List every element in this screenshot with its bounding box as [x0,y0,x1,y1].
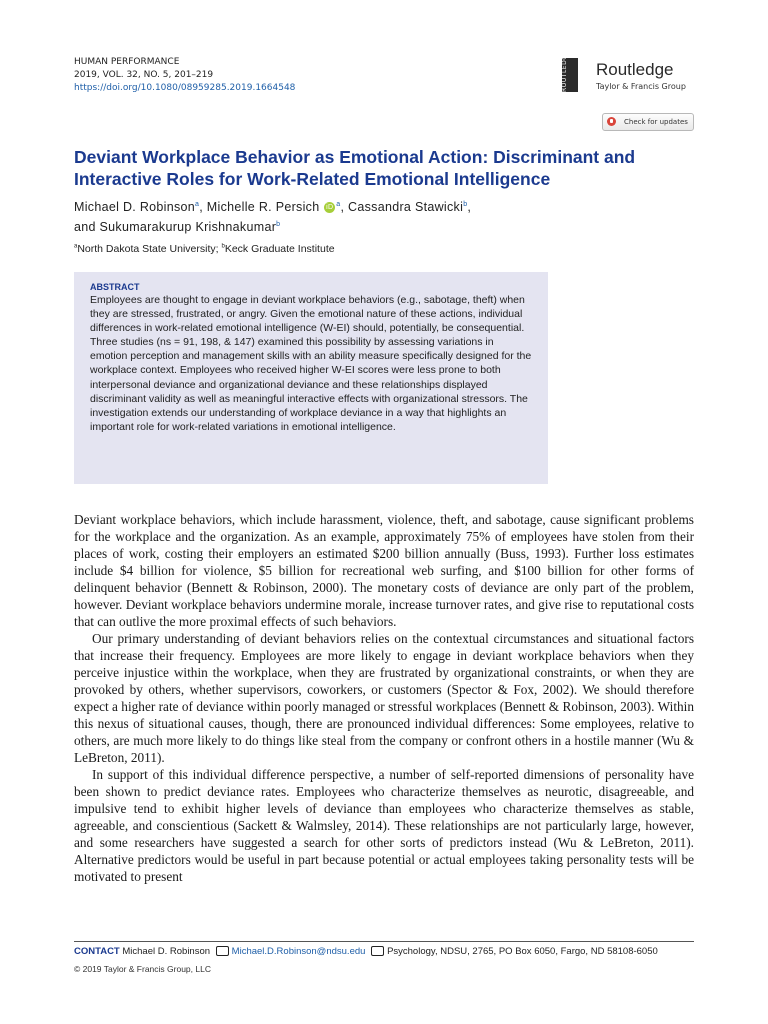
author-name: Cassandra Stawicki [348,200,464,215]
journal-name: HUMAN PERFORMANCE [74,57,180,67]
check-for-updates-button[interactable] [602,113,694,131]
affiliation-marker: a [336,201,341,208]
affiliation-marker: b [463,201,468,208]
abstract-text: Employees are thought to engage in deviant workplace behaviors (e.g., sabotage, theft) when they are stressed, frustrated, or angry. Given the emotional nature of these actions, individual differences in work-related emotional intelligence (W-EI) should, potentially, be consequential. Three studies (ns = 91, 198, & 147) examined this possibility by assessing variations in emotion perception and management skills with an ability measure specifically designed for the workplace context. Employees who received higher W-EI scores were less prone to both interpersonal deviance and organizational deviance and these relationships displayed discriminant validity as well as meaningful interactive effects with organizational stressors. The investigation extends our understanding of workplace deviance in a way that highlights an important role for work-related variations in emotional intelligence. [90,294,532,433]
journal-header [74,56,295,95]
abstract-box [74,272,548,484]
abstract-heading: ABSTRACT [90,282,140,292]
body-paragraph: Deviant workplace behaviors, which include harassment, violence, theft, and sabotage, cause significant problems for the workplace and the organization. As an example, approximately 75% of employees have stolen from their places of work, costing their employers an estimated $200 billion annually (Buss, 1993). Further loss estimates include $4 billion for violence, $5 billion for recreational web surfing, and $100 billion for other forms of delinquent behavior (Bennett & Robinson, 2000). The monetary costs of deviance are only part of the problem, however. Deviant workplace behaviors undermine morale, increase turnover rates, and give rise to reputational costs that can outlive the more proximal effects of such behaviors. [74,512,694,629]
email-icon [216,946,229,956]
body-paragraph: Our primary understanding of deviant behaviors relies on the contextual circumstances and situational factors that increase their frequency. Employees are more likely to engage in deviant workplace behaviors when they perceive injustice within the workplace, when they are frustrated by organizational constraints, or when they are provoked by others, whether supervisors, coworkers, or customers (Spector & Fox, 2002). We should therefore expect a higher rate of deviance within poorly managed or stressful workplaces (Bennett & Robinson, 2003). Within this nexus of situational causes, though, there are pronounced individual differences: Some employees, relative to others, are much more likely to do things like steal from the company or confront others in a hostile manner (Wu & LeBreton, 2011). [74,631,694,765]
affiliation-marker: b [276,221,281,229]
footer-divider [74,941,694,942]
contact-name: Michael D. Robinson [122,946,211,957]
publisher-logo [561,50,702,98]
publisher-subtitle: Taylor & Francis Group [596,82,686,91]
author-list: Michael D. Robinson$^a$, Michelle R. Persich iD $^a$, Cassandra Stawicki$^b$, and Sukumarakurup Krishnakumar$^b$ [74,200,472,235]
contact-address: Psychology, NDSU, 2765, PO Box 6050, Fargo, ND 58108-6050 [387,946,658,957]
contact-line [74,946,704,957]
body-paragraph: In support of this individual difference perspective, a number of self-reported dimensions of personality have been shown to predict deviance rates. Employees who characterize themselves as neurotic, disagreeable, and impulsive tend to exhibit higher levels of deviance than employees who characterize themselves as stable, agreeable, and conscientious (Sackett & Walmsley, 2014). These relationships are not particularly large, however, and some researchers have suggested a search for other sorts of predictors instead (Wu & LeBreton, 2011). Alternative predictors would be useful in part because potential or actual employees taking personality tests will be motivated to present [74,767,694,884]
doi-link[interactable]: https://doi.org/10.1080/08959285.2019.1664548 [74,83,296,93]
address-icon [371,946,384,956]
affiliation-name: Keck Graduate Institute [224,243,335,255]
affiliations: $^a$North Dakota State University; $^b$Keck Graduate Institute [74,243,335,255]
copyright-notice: © 2019 Taylor & Francis Group, LLC [74,964,211,974]
author-name: Michael D. Robinson [74,200,196,215]
article-body [74,511,694,885]
update-badge-icon [607,117,616,126]
affiliation-marker: a [195,201,200,208]
affiliation-key: b [221,243,225,250]
author-name: Sukumarakurup Krishnakumar [99,220,277,235]
routledge-mark-icon: ROUTLEDGE [562,58,578,92]
check-for-updates-label: Check for updates [624,118,688,126]
contact-email[interactable]: Michael.D.Robinson@ndsu.edu [231,946,366,957]
affiliation-name: North Dakota State University [77,243,216,255]
orcid-icon[interactable]: iD [326,204,334,212]
publisher-name: Routledge [596,60,674,79]
journal-citation: 2019, VOL. 32, NO. 5, 201–219 [74,70,214,80]
author-name: Michelle R. Persich [206,200,320,215]
article-title: Deviant Workplace Behavior as Emotional Action: Discriminant and Interactive Roles for Work-Related Emotional Intelligence [74,147,636,189]
contact-label: CONTACT [74,946,120,957]
affiliation-key: a [74,243,78,250]
